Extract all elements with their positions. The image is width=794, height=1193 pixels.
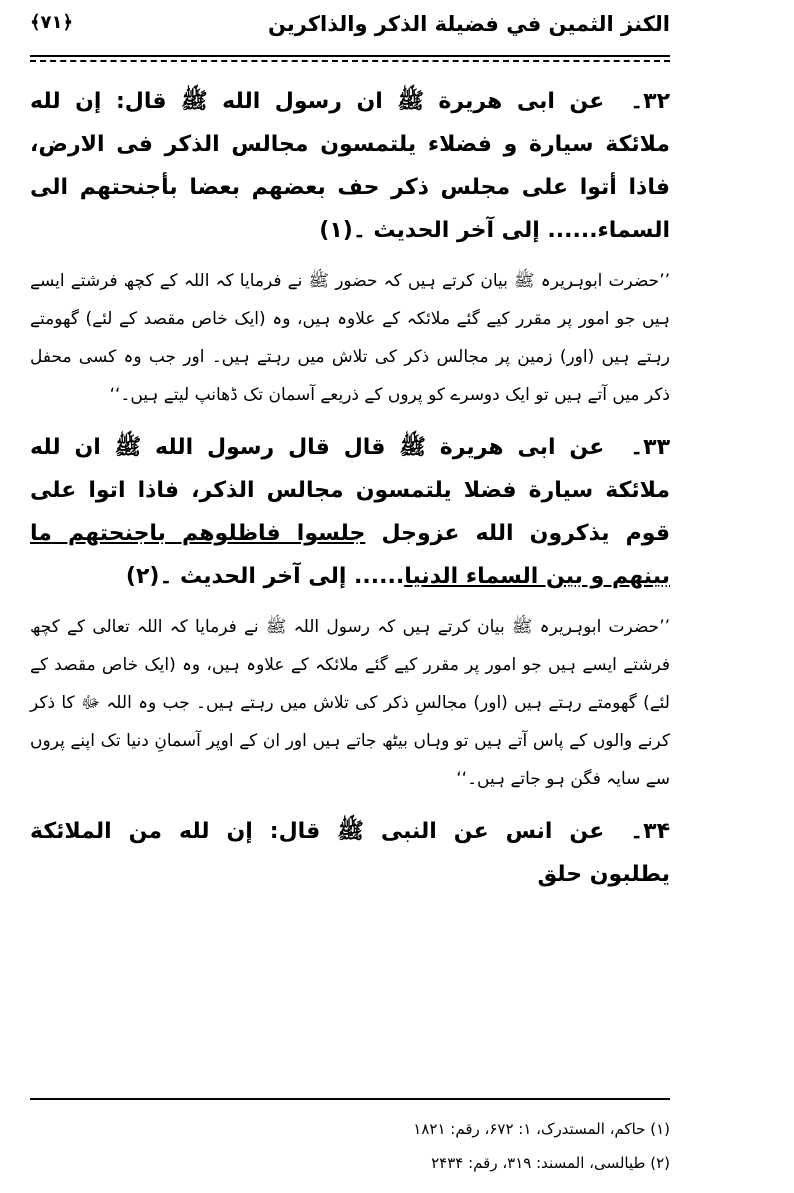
hadith-text: عن ابى هريرة ﷺ ان رسول الله ﷺ قال: إن لله ملائكة سيارة و فضلاء يلتمسون مجالس الذكر فى الارض، فاذا أتوا على مجلس ذكر حف بعضهم بعضا بأجنحتهم الى السماء...... إلى آخر الحديث ۔(۱) [30, 89, 670, 243]
footnotes [30, 1112, 670, 1180]
hadith-text-end: ...... إلى آخر الحديث ۔(۲) [125, 564, 405, 589]
hadith-text: عن انس عن النبى ﷺ قال: إن لله من الملائكة يطلبون حلق [30, 819, 670, 887]
page-number: ﴿۷۱﴾ [30, 12, 74, 33]
header-rule [30, 55, 670, 57]
hadith-33-arabic [30, 426, 670, 598]
hadith-text: عن ابى هريرة ﷺ قال قال رسول الله ﷺ ان لله ملائكة سيارة فضلا يلتمسون مجالس الذكر، فاذا اتوا على قوم يذكرون الله عزوجل [30, 435, 670, 546]
hadith-number: ۳۳۔ [630, 435, 670, 460]
footnote-2: (۲) طیالسی، المسند: ۳۱۹، رقم: ۲۴۳۴ [431, 1154, 670, 1172]
hadith-32-translation: ’’حضرت ابوہریرہ ﷺ بیان کرتے ہیں کہ حضور ﷺ نے فرمایا کہ اللہ کے کچھ فرشتے ایسے ہیں جو امور پر مقرر کیے گئے ملائکہ کے علاوہ ہیں، وہ (ایک خاص مقصد کے لئے) گھومتے رہتے ہیں (اور) زمین پر مجالس ذکر کی تلاش میں رہتے ہیں۔ اور جب وہ کسی محفل ذکر میں آتے ہیں تو ایک دوسرے کو پروں کے ذریعے آسمان تک ڈھانپ لیتے ہیں۔‘‘ [30, 271, 670, 405]
hadith-text-underlined: جلسوا فاظلوهم باجنحتهم ما بينهم و بين السماء الدنيا [30, 521, 670, 589]
page-header [30, 10, 670, 44]
header-dashed-rule [30, 60, 670, 62]
hadith-number: ۳۲۔ [630, 89, 670, 114]
document-page [30, 0, 670, 1193]
hadith-34-arabic [30, 810, 670, 896]
footnote-1: (۱) حاکم، المستدرک، ۱: ۶۷۲، رقم: ۱۸۲۱ [413, 1120, 670, 1138]
book-title: الكنز الثمين في فضيلة الذكر والذاكرين [267, 12, 670, 36]
page-body [30, 80, 670, 906]
hadith-32-arabic [30, 80, 670, 252]
hadith-number: ۳۴۔ [630, 819, 670, 844]
hadith-33-translation: ’’حضرت ابوہریرہ ﷺ بیان کرتے ہیں کہ رسول اللہ ﷺ نے فرمایا کہ اللہ تعالی کے کچھ فرشتے ایسے ہیں جو امور پر مقرر کیے گئے ملائکہ کے علاوہ ہیں، وہ (ایک خاص مقصد کے لئے) گھومتے رہتے ہیں (اور) مجالسِ ذکر کی تلاش میں رہتے ہیں۔ جب وہ اللہ ﷻ کا ذکر کرنے والوں کے پاس آتے ہیں تو وہاں بیٹھ جاتے ہیں اور ان کے اوپر آسمانِ دنیا تک اپنے پروں سے سایہ فگن ہو جاتے ہیں۔‘‘ [30, 617, 670, 789]
footnote-rule [30, 1098, 670, 1100]
